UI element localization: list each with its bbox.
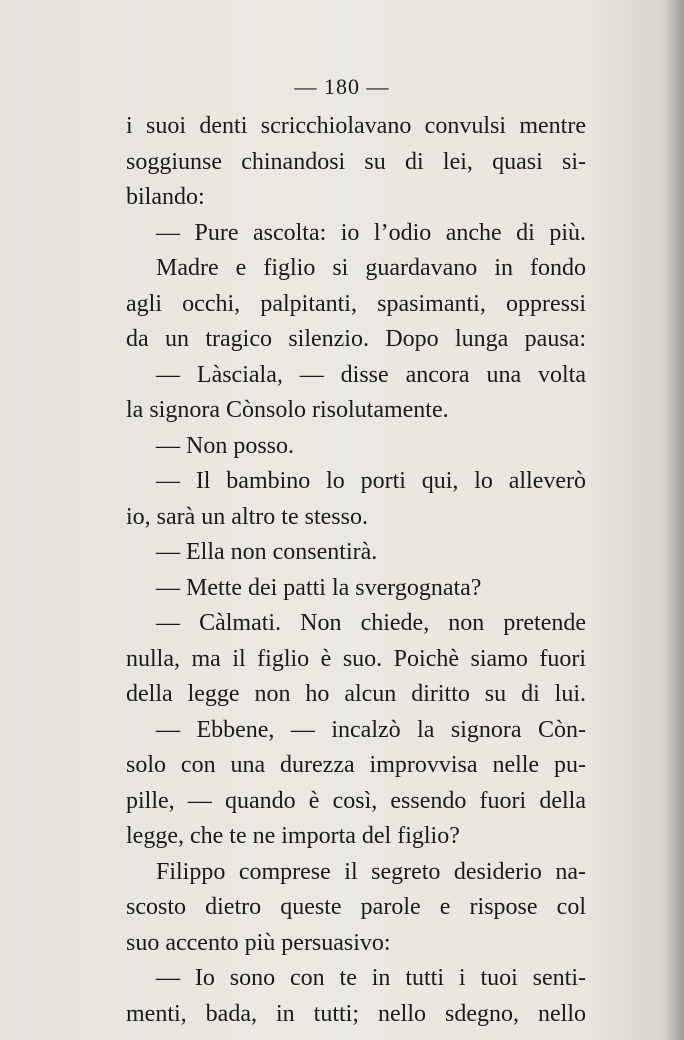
page-body-text [126, 109, 586, 1032]
text-line: menti, bada, in tutti; nello sdegno, nello [126, 1000, 586, 1027]
text-line: — Pure ascolta: io l’odio anche di più. [156, 219, 586, 246]
text-line: da un tragico silenzio. Dopo lunga pausa: [126, 326, 586, 352]
text-line: nulla, ma il figlio è suo. Poichè siamo fuori [126, 645, 586, 672]
text-line: io, sarà un altro te stesso. [126, 503, 368, 530]
text-line: agli occhi, palpitanti, spasimanti, oppressi [126, 290, 586, 317]
text-line: bilando: [126, 184, 205, 210]
text-line: Madre e figlio si guardavano in fondo [156, 255, 586, 281]
text-line: i suoi denti scricchiolavano convulsi mentre [126, 113, 586, 139]
text-line: — Ebbene, — incalzò la signora Còn- [156, 716, 586, 743]
text-line: — Làsciala, — disse ancora una volta [156, 361, 586, 388]
text-line: solo con una durezza improvvisa nelle pu- [126, 752, 586, 778]
text-line: — Ella non consentirà. [156, 539, 378, 565]
text-line: — Càlmati. Non chiede, non pretende [156, 610, 586, 636]
page-edge-shadow [664, 0, 684, 1040]
text-line: suo accento più persuasivo: [126, 929, 391, 956]
text-line: della legge non ho alcun diritto su di lui. [126, 681, 586, 707]
text-line: — Mette dei patti la svergognata? [156, 574, 482, 601]
text-line: — Io sono con te in tutti i tuoi senti- [156, 965, 586, 991]
page-number: — 180 — [294, 74, 390, 99]
text-line: — Non posso. [156, 432, 295, 459]
text-line: la signora Cònsolo risolutamente. [126, 397, 449, 423]
text-line: scosto dietro queste parole e rispose col [126, 894, 586, 920]
text-line: legge, che te ne importa del figlio? [126, 823, 460, 849]
text-line: pille, — quando è così, essendo fuori della [126, 787, 586, 814]
text-line: soggiunse chinandosi su di lei, quasi si- [126, 148, 586, 175]
text-line: Filippo comprese il segreto desiderio na- [156, 858, 586, 885]
text-line: — Il bambino lo porti qui, lo alleverò [156, 468, 586, 494]
